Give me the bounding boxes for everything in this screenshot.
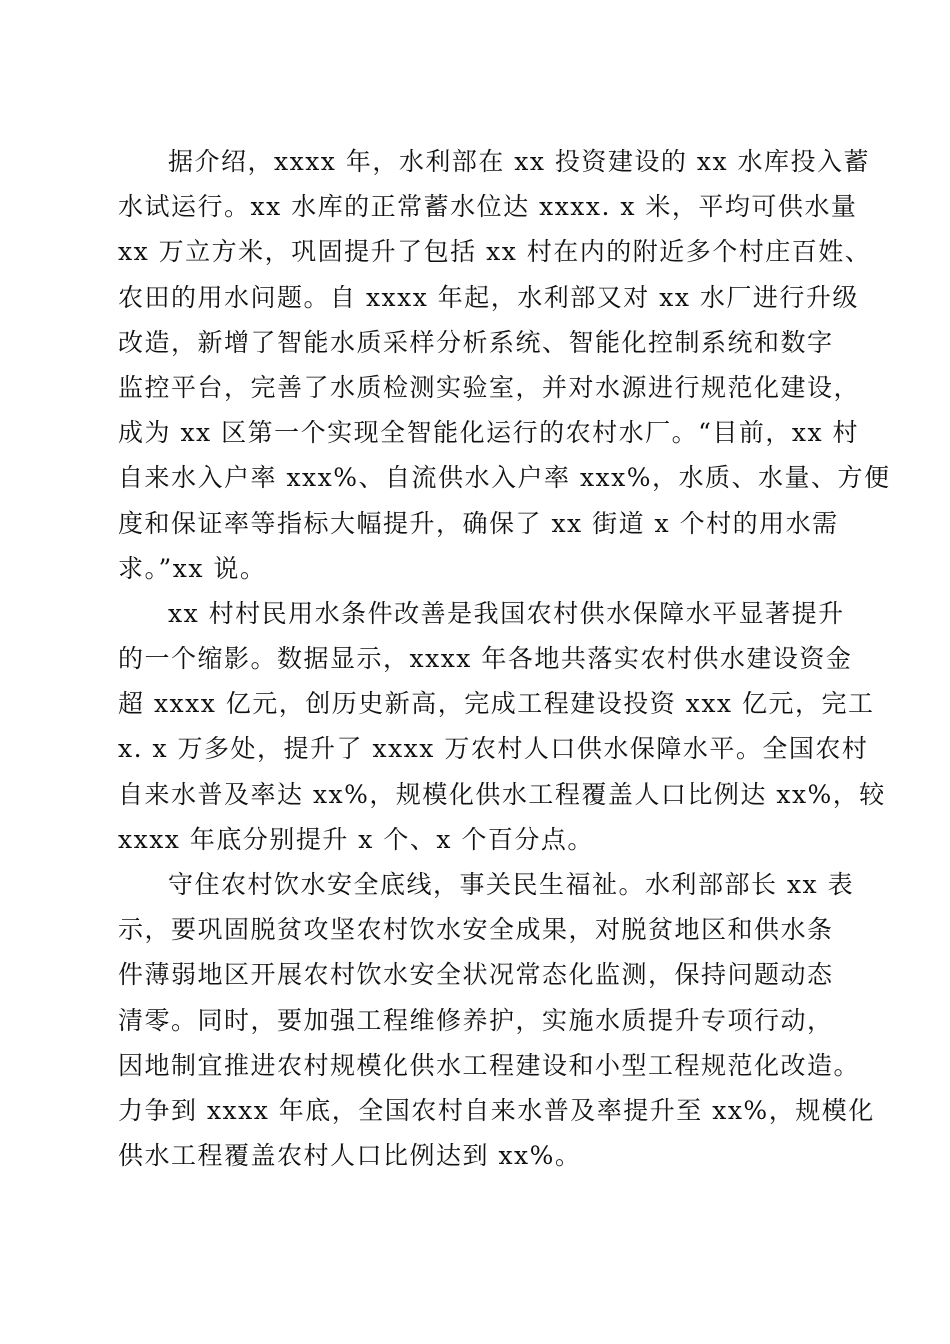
paragraph-line: 自来水普及率达 xx%，规模化供水工程覆盖人口比例达 xx%，较 <box>118 779 886 809</box>
paragraph-line: 件薄弱地区开展农村饮水安全状况常态化监测，保持问题动态 <box>118 960 834 990</box>
paragraph-line: 超 xxxx 亿元，创历史新高，完成工程建设投资 xxx 亿元，完工 <box>118 689 875 719</box>
paragraph-line: 农田的用水问题。自 xxxx 年起，水利部又对 xx 水厂进行升级 <box>118 282 859 312</box>
paragraph-line: 监控平台，完善了水质检测实验室，并对水源进行规范化建设， <box>118 372 861 402</box>
paragraph-line: 成为 xx 区第一个实现全智能化运行的农村水厂。“目前，xx 村 <box>118 418 860 448</box>
paragraph-line: 求。”xx 说。 <box>118 553 267 583</box>
paragraph-line: 水试运行。xx 水库的正常蓄水位达 xxxx. x 米，平均可供水量 <box>118 192 858 222</box>
paragraph-line: 守住农村饮水安全底线，事关民生福祉。水利部部长 xx 表 <box>168 870 855 899</box>
paragraph-line: x. x 万多处，提升了 xxxx 万农村人口供水保障水平。全国农村 <box>118 734 869 764</box>
paragraph-line: 力争到 xxxx 年底，全国农村自来水普及率提升至 xx%，规模化 <box>118 1095 875 1125</box>
paragraph-line: 度和保证率等指标大幅提升，确保了 xx 街道 x 个村的用水需 <box>118 508 839 538</box>
paragraph-line: xxxx 年底分别提升 x 个、x 个百分点。 <box>118 824 594 854</box>
paragraph-line: 自来水入户率 xxx%、自流供水入户率 xxx%，水质、水量、方便 <box>118 463 891 493</box>
paragraph-line: 清零。同时，要加强工程维修养护，实施水质提升专项行动， <box>118 1005 834 1035</box>
paragraph-line: 供水工程覆盖农村人口比例达到 xx%。 <box>118 1141 582 1171</box>
paragraph-line: xx 村村民用水条件改善是我国农村供水保障水平显著提升 <box>168 598 845 628</box>
paragraph-1 <box>118 139 891 591</box>
paragraph-2 <box>118 591 886 862</box>
paragraph-line: 改造，新增了智能水质采样分析系统、智能化控制系统和数字 <box>118 327 834 357</box>
paragraph-line: xx 万立方米，巩固提升了包括 xx 村在内的附近多个村庄百姓、 <box>118 237 872 267</box>
paragraph-line: 因地制宜推进农村规模化供水工程建设和小型工程规范化改造。 <box>118 1050 861 1080</box>
paragraph-3 <box>118 862 875 1178</box>
paragraph-line: 据介绍，xxxx 年，水利部在 xx 投资建设的 xx 水库投入蓄 <box>168 147 871 176</box>
paragraph-line: 的一个缩影。数据显示，xxxx 年各地共落实农村供水建设资金 <box>118 644 853 674</box>
paragraph-line: 示，要巩固脱贫攻坚农村饮水安全成果，对脱贫地区和供水条 <box>118 915 834 945</box>
document-body <box>118 139 891 1178</box>
